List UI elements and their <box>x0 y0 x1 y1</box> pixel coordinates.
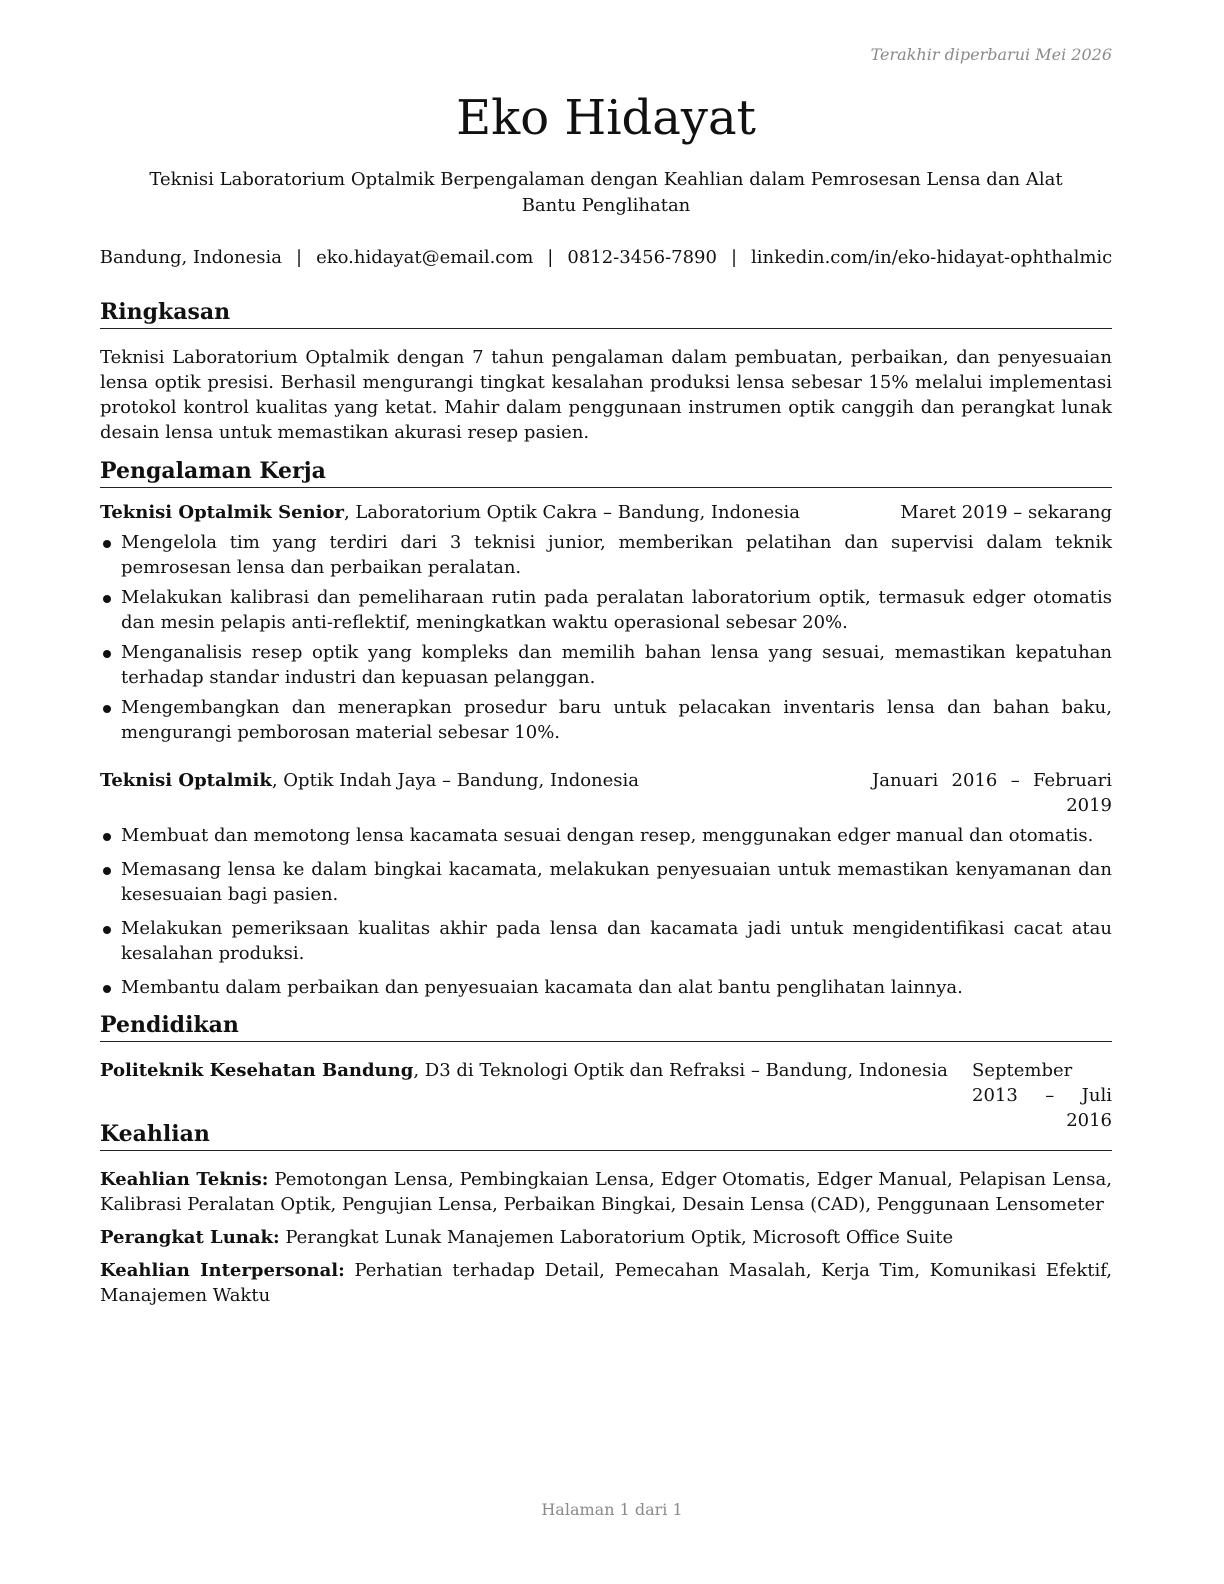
list-item <box>100 916 1112 966</box>
skill-group-technical <box>100 1167 1112 1217</box>
job-title-line <box>100 500 800 525</box>
contact-line <box>90 245 1122 271</box>
contact-phone: 0812-3456-7890 <box>567 247 717 268</box>
job-bullet-list <box>100 823 1112 1000</box>
bullet-text: Membuat dan memotong lensa kacamata sesuai dengan resep, menggunakan edger manual dan otomatis. <box>121 825 1094 846</box>
bullet-icon <box>103 985 111 993</box>
bullet-text: Menganalisis resep optik yang kompleks dan memilih bahan lensa yang sesuai, memastikan kepatuhan terhadap standar industri dan kepuasan pelanggan. <box>121 642 1112 688</box>
bullet-text: Melakukan kalibrasi dan pemeliharaan rutin pada peralatan laboratorium optik, termasuk edger otomatis dan mesin pelapis anti-reflektif, meningkatkan waktu operasional sebesar 20%. <box>121 587 1112 633</box>
section-title-skills: Keahlian <box>100 1120 1112 1151</box>
list-item <box>100 530 1112 580</box>
education-section <box>100 1011 1112 1133</box>
job-dates: Maret 2019 – sekarang <box>900 502 1112 523</box>
bullet-icon <box>103 540 111 548</box>
summary-text: Teknisi Laboratorium Optalmik dengan 7 tahun pengalaman dalam pembuatan, perbaikan, dan penyesuaian lensa optik presisi. Berhasil mengurangi tingkat kesalahan produksi lensa sebesar 15% melalui implementasi protokol kontrol kualitas yang ketat. Mahir dalam penggunaan instrumen optik canggih dan perangkat lunak desain lensa untuk memastikan akurasi resep pasien. <box>100 347 1112 443</box>
skills-section <box>100 1120 1112 1316</box>
experience-section <box>100 457 1112 998</box>
job-role: Teknisi Optalmik <box>100 770 272 791</box>
skill-group-value: Perhatian terhadap Detail, Pemecahan Masalah, Kerja Tim, Komunikasi Efektif, Manajemen Waktu <box>100 1260 1113 1306</box>
list-item <box>100 823 1112 848</box>
job-organization: , Optik Indah Jaya – Bandung, Indonesia <box>271 770 640 791</box>
bullet-text: Membantu dalam perbaikan dan penyesuaian kacamata dan alat bantu penglihatan lainnya. <box>121 977 963 998</box>
bullet-text: Mengembangkan dan menerapkan prosedur baru untuk pelacakan inventaris lensa dan bahan baku, mengurangi pemborosan material sebesar 10%. <box>121 697 1112 743</box>
candidate-name: Eko Hidayat <box>456 90 756 146</box>
section-title-summary: Ringkasan <box>100 298 1112 329</box>
list-item <box>100 640 1112 690</box>
job-bullet-list <box>100 530 1112 745</box>
bullet-text: Memasang lensa ke dalam bingkai kacamata, melakukan penyesuaian untuk memastikan kenyamanan dan kesesuaian bagi pasien. <box>121 859 1112 905</box>
bullet-icon <box>103 926 111 934</box>
job-entry <box>100 768 1112 1009</box>
education-dates: September 2013 – Juli 2016 <box>972 1060 1112 1131</box>
contact-location: Bandung, Indonesia <box>99 247 282 268</box>
candidate-tagline: Teknisi Laboratorium Optalmik Berpengalaman dengan Keahlian dalam Pemrosesan Lensa dan Alat Bantu Penglihatan <box>149 169 1063 216</box>
job-organization: , Laboratorium Optik Cakra – Bandung, Indonesia <box>343 502 800 523</box>
last-updated-note: Terakhir diperbarui Mei 2026 <box>870 45 1112 64</box>
job-role: Teknisi Optalmik Senior <box>100 502 344 523</box>
contact-separator: | <box>547 247 554 268</box>
job-entry <box>100 500 1112 750</box>
bullet-icon <box>103 595 111 603</box>
list-item <box>100 857 1112 907</box>
skill-group-label: Keahlian Interpersonal: <box>100 1260 345 1281</box>
job-title-line <box>100 768 639 818</box>
skill-group-software <box>100 1225 1112 1250</box>
bullet-icon <box>103 867 111 875</box>
skill-group-value: Perangkat Lunak Manajemen Laboratorium Optik, Microsoft Office Suite <box>279 1227 954 1248</box>
job-header <box>100 500 1112 525</box>
skill-group-interpersonal <box>100 1258 1112 1308</box>
list-item <box>100 585 1112 635</box>
job-header <box>100 768 1112 818</box>
bullet-icon <box>103 705 111 713</box>
skill-group-label: Perangkat Lunak: <box>100 1227 280 1248</box>
education-school: Politeknik Kesehatan Bandung <box>100 1060 414 1081</box>
bullet-text: Melakukan pemeriksaan kualitas akhir pada lensa dan kacamata jadi untuk mengidentifikasi cacat atau kesalahan produksi. <box>121 918 1112 964</box>
list-item <box>100 975 1112 1000</box>
skill-group-label: Keahlian Teknis: <box>100 1169 269 1190</box>
job-dates: Januari 2016 – Februari 2019 <box>872 770 1112 816</box>
contact-email[interactable]: eko.hidayat@email.com <box>316 247 534 268</box>
contact-separator: | <box>730 247 738 268</box>
skills-list <box>100 1167 1112 1308</box>
contact-linkedin[interactable]: linkedin.com/in/eko-hidayat-ophthalmic <box>751 247 1113 268</box>
bullet-icon <box>103 650 111 658</box>
section-title-experience: Pengalaman Kerja <box>100 457 1112 488</box>
list-item <box>100 695 1112 745</box>
summary-section <box>100 298 1112 445</box>
skill-group-value: Pemotongan Lensa, Pembingkaian Lensa, Edger Otomatis, Edger Manual, Pelapisan Lensa, Kalibrasi Peralatan Optik, Pengujian Lensa, Perbaikan Bingkai, Desain Lensa (CAD), Penggunaan Lensometer <box>100 1169 1112 1215</box>
bullet-text: Mengelola tim yang terdiri dari 3 teknisi junior, memberikan pelatihan dan supervisi dalam teknik pemrosesan lensa dan perbaikan peralatan. <box>121 532 1112 578</box>
contact-separator: | <box>296 247 303 268</box>
section-title-education: Pendidikan <box>100 1011 1112 1042</box>
bullet-icon <box>103 833 111 841</box>
education-detail: , D3 di Teknologi Optik dan Refraksi – Bandung, Indonesia <box>413 1060 948 1081</box>
page-number-footer: Halaman 1 dari 1 <box>541 1500 683 1519</box>
